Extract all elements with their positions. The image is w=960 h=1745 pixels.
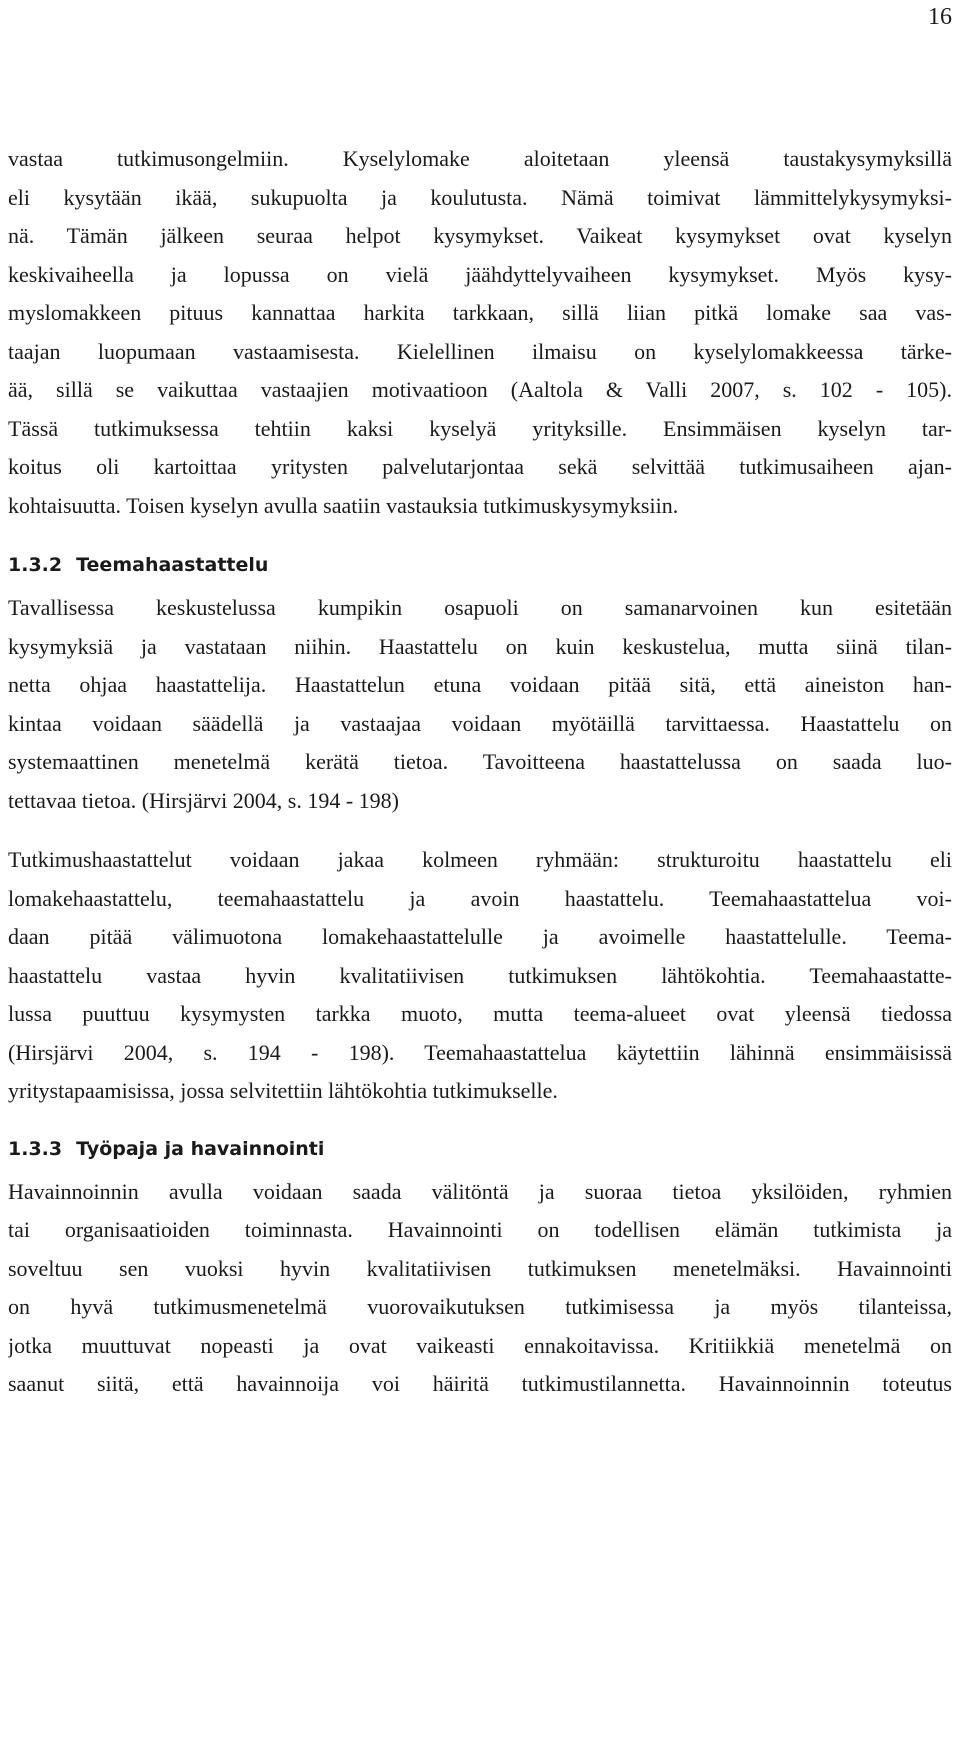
text-line: tai organisaatioiden toiminnasta. Havainnointi on todellisen elämän tutkimista ja [8, 1217, 952, 1242]
text-line: koitus oli kartoittaa yritysten palvelutarjontaa sekä selvittää tutkimusaiheen ajan- [8, 454, 952, 479]
text-line: on hyvä tutkimusmenetelmä vuorovaikutuksen tutkimisessa ja myös tilanteissa, [8, 1294, 952, 1319]
paragraph-interview-types [8, 841, 952, 1111]
text-line: saanut siitä, että havainnoija voi häiritä tutkimustilannetta. Havainnoinnin toteutus [8, 1371, 952, 1396]
paragraph-questionnaire [8, 140, 952, 525]
text-line: nä. Tämän jälkeen seuraa helpot kysymykset. Vaikeat kysymykset ovat kyselyn [8, 223, 952, 248]
text-line: Tavallisessa keskustelussa kumpikin osapuoli on samanarvoinen kun esitetään [8, 595, 952, 620]
text-line: eli kysytään ikää, sukupuolta ja koulutusta. Nämä toimivat lämmittelykysymyksi- [8, 184, 952, 210]
text-line: kintaa voidaan säädellä ja vastaajaa voidaan myötäillä tarvittaessa. Haastattelu on [8, 710, 952, 736]
text-line: yritystapaamisissa, jossa selvitettiin lähtökohtia tutkimukselle. [8, 1078, 558, 1103]
paragraph-interview [8, 589, 952, 820]
section-title: Teemahaastattelu [76, 554, 269, 576]
text-line: (Hirsjärvi 2004, s. 194 - 198). Teemahaastattelua käytettiin lähinnä ensimmäisissä [8, 1039, 952, 1065]
text-line: Tutkimushaastattelut voidaan jakaa kolmeen ryhmään: strukturoitu haastattelu eli [8, 847, 952, 872]
text-line: myslomakkeen pituus kannattaa harkita tarkkaan, sillä liian pitkä lomake saa vas- [8, 300, 952, 325]
text-line: tettavaa tietoa. (Hirsjärvi 2004, s. 194 - 198) [8, 787, 400, 813]
text-line: Havainnoinnin avulla voidaan saada välitöntä ja suoraa tietoa yksilöiden, ryhmien [8, 1178, 952, 1204]
text-line: taajan luopumaan vastaamisesta. Kielellinen ilmaisu on kyselylomakkeessa tärke- [8, 338, 952, 364]
text-line: keskivaiheella ja lopussa on vielä jäähdyttelyvaiheen kysymykset. Myös kysy- [8, 261, 952, 287]
text-line: daan pitää välimuotona lomakehaastattelulle ja avoimelle haastattelulle. Teema- [8, 924, 952, 949]
text-line: jotka muuttuvat nopeasti ja ovat vaikeasti ennakoitavissa. Kritiikkiä menetelmä on [8, 1332, 952, 1358]
section-number: 1.3.2 [8, 554, 63, 576]
paragraph-observation [8, 1173, 952, 1404]
text-line: kohtaisuutta. Toisen kyselyn avulla saatiin vastauksia tutkimuskysymyksiin. [8, 492, 679, 518]
text-line: systemaattinen menetelmä kerätä tietoa. Tavoitteena haastattelussa on saada luo- [8, 749, 952, 774]
text-line: netta ohjaa haastattelija. Haastattelun etuna voidaan pitää sitä, että aineiston han- [8, 672, 952, 697]
section-heading-tyopaja [8, 1138, 952, 1160]
text-line: lomakehaastattelu, teemahaastattelu ja avoin haastattelu. Teemahaastattelua voi- [8, 885, 952, 911]
text-line: vastaa tutkimusongelmiin. Kyselylomake aloitetaan yleensä taustakysymyksillä [8, 146, 952, 171]
text-line: Tässä tutkimuksessa tehtiin kaksi kyselyä yrityksille. Ensimmäisen kyselyn tar- [8, 415, 952, 441]
text-line: kysymyksiä ja vastataan niihin. Haastattelu on kuin keskustelua, mutta siinä tilan- [8, 633, 952, 659]
text-line: haastattelu vastaa hyvin kvalitatiivisen tutkimuksen lähtökohtia. Teemahaastatte- [8, 962, 952, 988]
text-line: lussa puuttuu kysymysten tarkka muoto, mutta teema-alueet ovat yleensä tiedossa [8, 1001, 952, 1026]
document-body [8, 140, 952, 1404]
text-line: soveltuu sen vuoksi hyvin kvalitatiivisen tutkimuksen menetelmäksi. Havainnointi [8, 1255, 952, 1281]
section-title: Työpaja ja havainnointi [76, 1137, 325, 1160]
page-number: 16 [928, 4, 952, 30]
section-heading-teemahaastattelu [8, 554, 952, 576]
text-line: ää, sillä se vaikuttaa vastaajien motivaatioon (Aaltola & Valli 2007, s. 102 - 105). [8, 377, 952, 402]
section-number: 1.3.3 [8, 1137, 63, 1160]
